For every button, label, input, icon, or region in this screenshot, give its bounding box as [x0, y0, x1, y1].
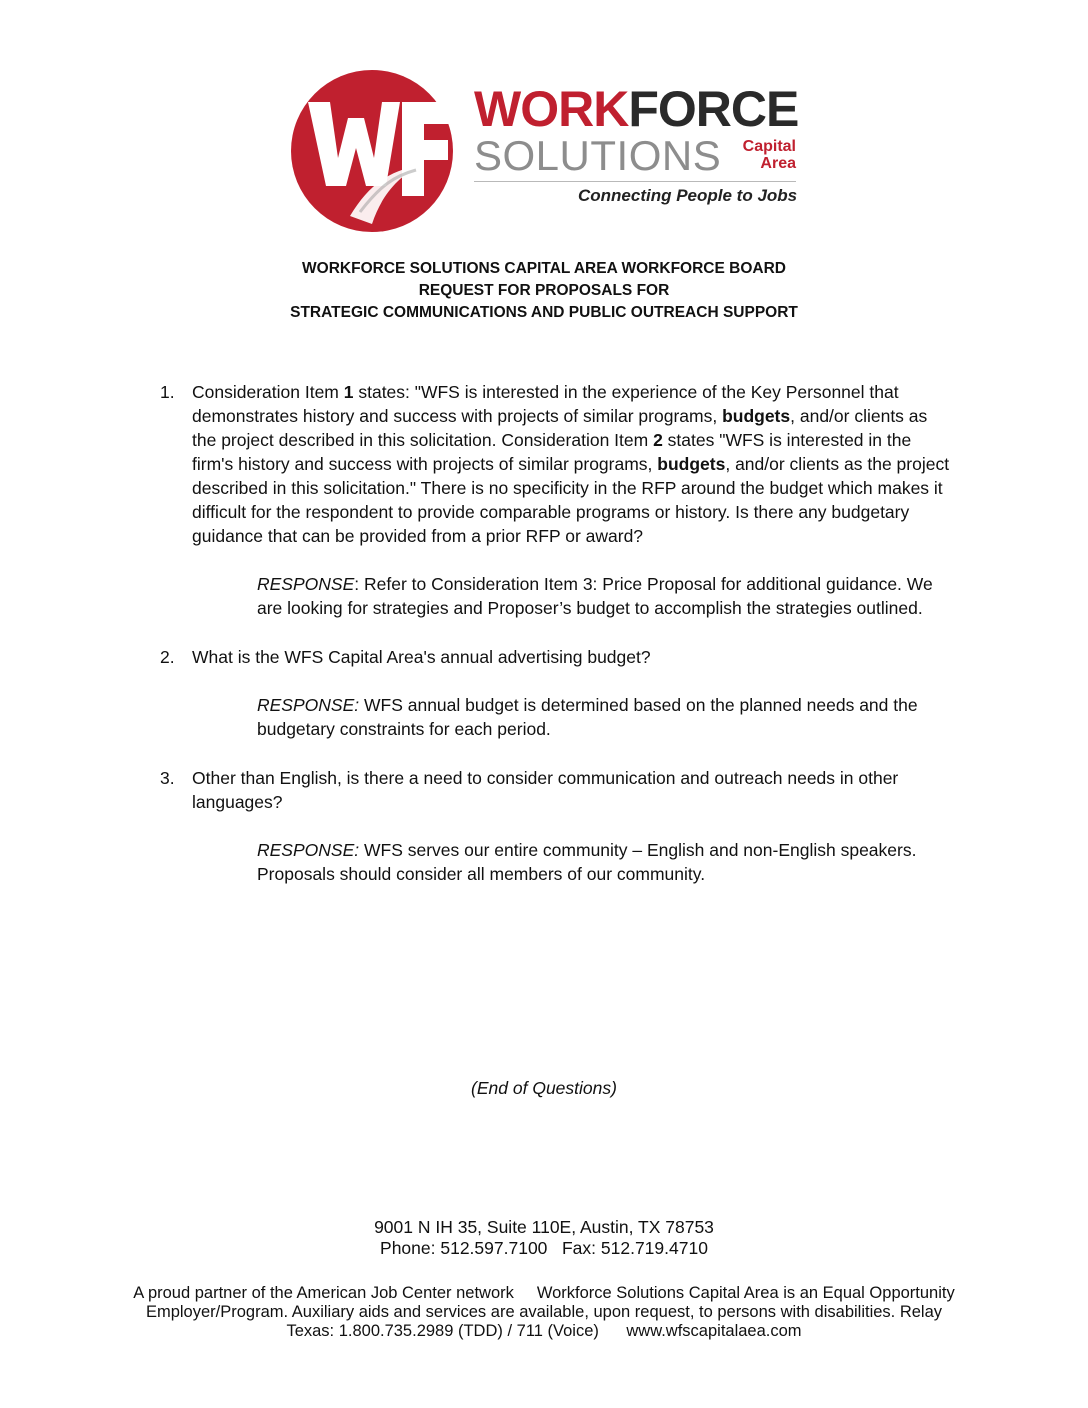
brand-tagline: Connecting People to Jobs: [578, 186, 798, 205]
question-number: 2.: [160, 647, 175, 667]
document-title: [0, 258, 1088, 324]
title-line-3: STRATEGIC COMMUNICATIONS AND PUBLIC OUTREACH SUPPORT: [290, 304, 798, 321]
address-line-2: Phone: 512.597.7100 Fax: 512.719.4710: [380, 1238, 708, 1258]
wf-circle-logo-icon: [290, 66, 460, 236]
question-text: What is the WFS Capital Area's annual advertising budget?: [192, 647, 651, 667]
response-2: [257, 693, 957, 741]
brand-workforce: WORKFORCE: [474, 81, 799, 137]
question-text: Consideration Item 1 states: "WFS is interested in the experience of the Key Personnel that demonstrates history and success with projects of similar programs, budgets, and/or clients as the project described in this solicitation. Consideration Item 2 states "WFS is interested in the firm's history and success with projects of similar programs, budgets, and/or clients as the project described in this solicitation." There is no specificity in the RFP around the budget which makes it difficult for the respondent to provide comparable programs or history. Is there any budgetary guidance that can be provided from a prior RFP or award?: [192, 382, 950, 546]
response-1: [257, 572, 957, 620]
footer-disclaimer: A proud partner of the American Job Center network Workforce Solutions Capital Area is an Equal Opportunity Employer/Program. Auxiliary aids and services are available, upon request, to persons with disabilities. Relay Texas: 1.800.735.2989 (TDD) / 711 (Voice) www.wfscapitalaea.com: [133, 1284, 960, 1340]
address-line-1: 9001 N IH 35, Suite 110E, Austin, TX 78753: [374, 1217, 714, 1237]
response-label: RESPONSE: [257, 574, 355, 594]
brand-wordmark: [474, 81, 799, 179]
question-text: Other than English, is there a need to consider communication and outreach needs in other languages?: [192, 768, 899, 812]
response-text: WFS serves our entire community – English and non-English speakers. Proposals should consider all members of our community.: [257, 840, 917, 884]
office-address: [0, 1217, 1088, 1259]
question-number: 1.: [160, 382, 175, 402]
title-line-2: REQUEST FOR PROPOSALS FOR: [418, 282, 670, 299]
response-text: WFS annual budget is determined based on the planned needs and the budgetary constraints for each period.: [257, 695, 918, 739]
response-text: : Refer to Consideration Item 3: Price Proposal for additional guidance. We are looking for strategies and Proposer’s budget to accomplish the strategies outlined.: [257, 574, 933, 618]
brand-divider: [474, 181, 796, 182]
response-label: RESPONSE:: [257, 695, 360, 715]
response-3: [257, 838, 957, 886]
end-of-questions: (End of Questions): [471, 1078, 617, 1098]
title-line-1: WORKFORCE SOLUTIONS CAPITAL AREA WORKFORCE BOARD: [302, 260, 786, 277]
brand-solutions: SOLUTIONS: [474, 132, 722, 179]
question-number: 3.: [160, 768, 175, 788]
response-label: RESPONSE:: [257, 840, 360, 860]
brand-capital-area: Capital Area: [742, 138, 796, 172]
